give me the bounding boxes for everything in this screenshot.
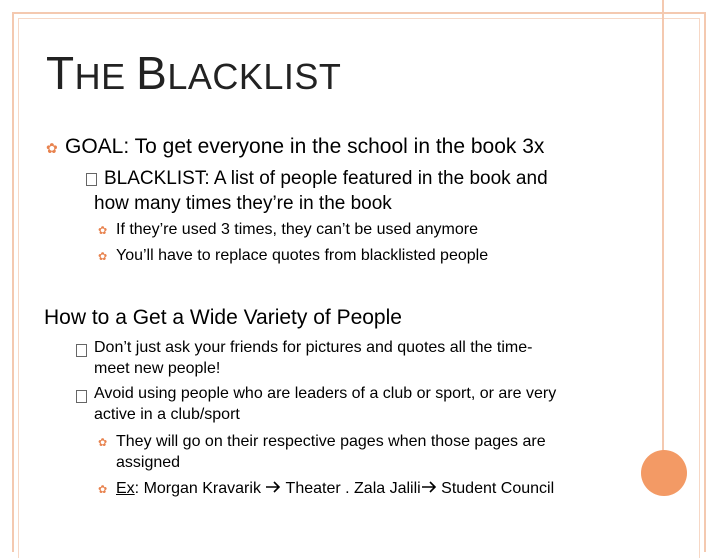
item2-sub1-line1: They will go on their respective pages when those pages are: [116, 433, 546, 450]
flower-bullet-icon: ✿: [98, 484, 108, 496]
flower-bullet-icon: ✿: [98, 251, 108, 263]
item2-sub1-line2: assigned: [116, 454, 181, 471]
square-bullet-icon: [76, 344, 87, 357]
item2-line2: active in a club/sport: [94, 406, 240, 423]
item1-line1: Don’t just ask your friends for pictures and quotes all the time-: [94, 339, 533, 356]
blacklist-text-line2: how many times they’re in the book: [94, 193, 392, 214]
example-line: [116, 480, 554, 498]
blacklist-text-line1: BLACKLIST: A list of people featured in the book and: [104, 168, 548, 189]
example-part1: : Morgan Kravarik: [134, 480, 266, 497]
square-bullet-icon: [76, 390, 87, 403]
flower-bullet-icon: ✿: [98, 437, 108, 449]
sub-bullet-1: If they’re used 3 times, they can’t be used anymore: [116, 221, 478, 238]
item2-line1: Avoid using people who are leaders of a club or sport, or are very: [94, 385, 557, 402]
decorative-orange-dot: [641, 450, 687, 496]
section-heading: How to a Get a Wide Variety of People: [44, 306, 402, 329]
goal-text: GOAL: To get everyone in the school in the book 3x: [65, 135, 545, 158]
item1-line2: meet new people!: [94, 360, 221, 377]
square-bullet-icon: [86, 173, 97, 186]
decorative-ribbon-line: [662, 0, 664, 452]
arrow-right-icon: [265, 481, 281, 493]
arrow-right-icon: [421, 481, 437, 493]
sub-bullet-2: You’ll have to replace quotes from blacklisted people: [116, 247, 489, 264]
flower-bullet-icon: ✿: [46, 140, 58, 156]
example-part3: Student Council: [436, 480, 555, 497]
example-label: Ex: [116, 480, 135, 497]
slide-title: THE BLACKLIST: [46, 47, 342, 99]
example-part2: Theater . Zala Jalili: [281, 480, 421, 497]
flower-bullet-icon: ✿: [98, 225, 108, 237]
slide-frame-inner: [18, 18, 700, 558]
